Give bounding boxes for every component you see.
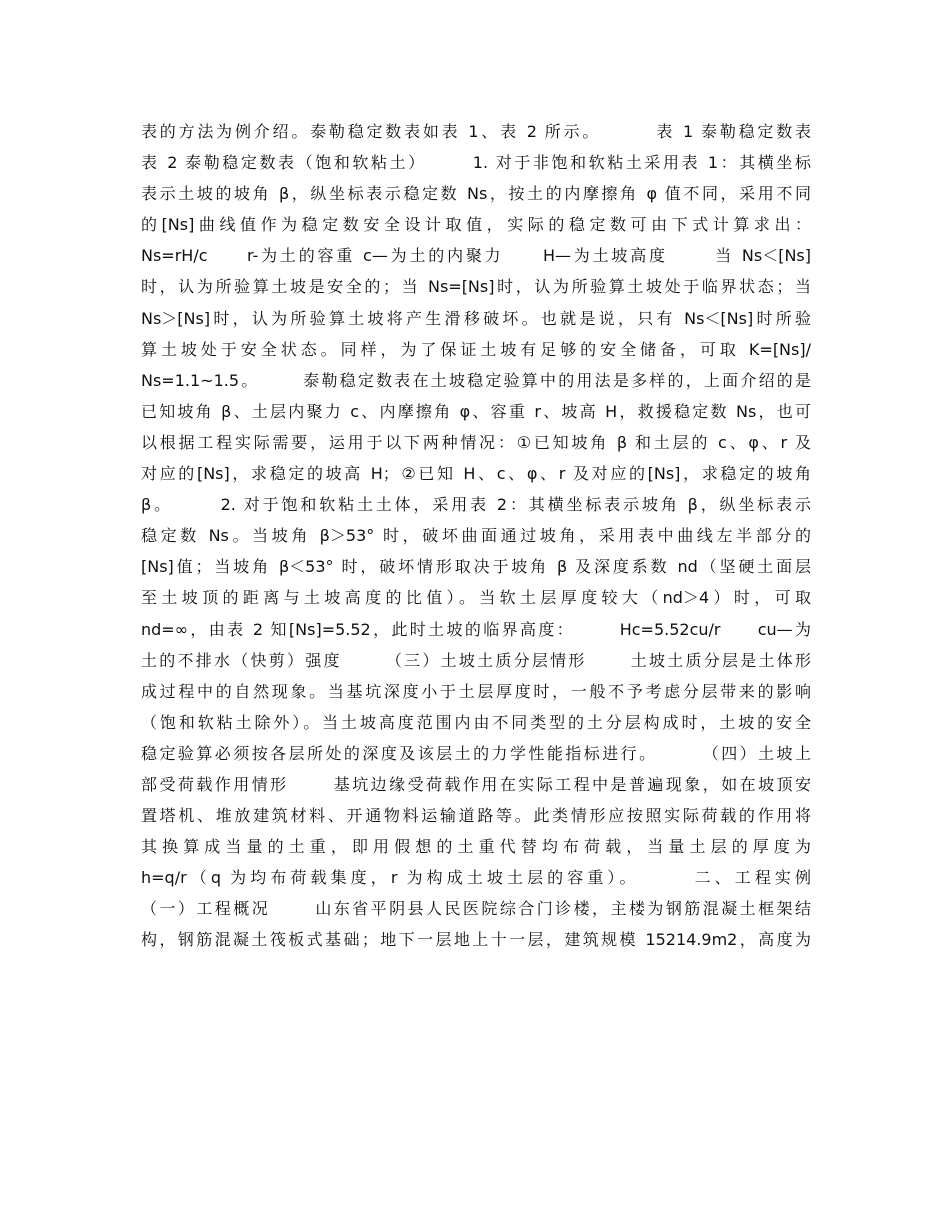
text-line: 土的不排水（快剪）强度 （三）土坡土质分层情形 土坡土质分层是土体形 [141,650,811,670]
text-line: nd=∞，由表 2 知[Ns]=5.52，此时土坡的临界高度： Hc=5.52cu/r cu—为 [141,619,811,639]
text-line: 以根据工程实际需要，运用于以下两种情况：①已知坡角 β 和土层的 c、φ、r 及 [141,432,811,452]
text-line: Ns=rH/c r-为土的容重 c—为土的内聚力 H—为土坡高度 当 Ns＜[Ns] [141,246,811,266]
text-line: 其换算成当量的土重，即用假想的土重代替均布荷载，当量土层的厚度为 [141,837,811,857]
text-line: Ns＞[Ns]时，认为所验算土坡将产生滑移破坏。也就是说，只有 Ns＜[Ns]时所验 [141,308,811,328]
text-line: 表的方法为例介绍。泰勒稳定数表如表 1、表 2 所示。 表 1 泰勒稳定数表 [141,122,811,141]
text-line: 稳定验算必须按各层所处的深度及该层土的力学性能指标进行。 （四）土坡上 [141,743,811,763]
text-line: [Ns]值；当坡角 β＜53° 时，破坏情形取决于坡角 β 及深度系数 nd（坚硬土面层 [141,557,811,577]
text-line: h=q/r（q 为均布荷载集度，r 为构成土坡土层的容重）。 二、工程实例 [141,868,811,888]
text-line: 置塔机、堆放建筑材料、开通物料运输道路等。此类情形应按照实际荷载的作用将 [141,806,811,826]
text-line: 的[Ns]曲线值作为稳定数安全设计取值，实际的稳定数可由下式计算求出： [141,215,811,235]
text-line: 表示土坡的坡角 β，纵坐标表示稳定数 Ns，按土的内摩擦角 φ 值不同，采用不同 [141,184,811,204]
text-line: 时，认为所验算土坡是安全的；当 Ns=[Ns]时，认为所验算土坡处于临界状态；当 [141,277,811,297]
text-line: 成过程中的自然现象。当基坑深度小于土层厚度时，一般不予考虑分层带来的影响 [141,681,811,701]
text-line: 已知坡角 β、土层内聚力 c、内摩擦角 φ、容重 r、坡高 H，救援稳定数 Ns，也可 [141,401,811,421]
text-line: 至土坡顶的距离与土坡高度的比值）。当软土层厚度较大（nd＞4）时，可取 [141,588,811,608]
text-line: 部受荷载作用情形 基坑边缘受荷载作用在实际工程中是普遍现象，如在坡顶安 [141,774,811,794]
text-line: 表 2 泰勒稳定数表（饱和软粘土） 1. 对于非饱和软粘土采用表 1：其横坐标 [141,153,811,173]
text-line: 稳定数 Ns。当坡角 β＞53° 时，破坏曲面通过坡角，采用表中曲线左半部分的 [141,526,811,546]
text-line: Ns=1.1~1.5。 泰勒稳定数表在土坡稳定验算中的用法是多样的，上面介绍的是 [141,370,811,390]
text-line: 构，钢筋混凝土筏板式基础；地下一层地上十一层，建筑规模 15214.9m2，高度为 [141,930,811,950]
text-line: 算土坡处于安全状态。同样，为了保证土坡有足够的安全储备，可取 K=[Ns]/ [141,339,811,359]
text-line: （一）工程概况 山东省平阴县人民医院综合门诊楼，主楼为钢筋混凝土框架结 [141,899,811,919]
text-line: β。 2. 对于饱和软粘土土体，采用表 2：其横坐标表示坡角 β，纵坐标表示 [141,495,811,515]
text-line: 对应的[Ns]，求稳定的坡高 H；②已知 H、c、φ、r 及对应的[Ns]，求稳定的坡角 [141,464,811,484]
text-line: （饱和软粘土除外）。当土坡高度范围内由不同类型的土分层构成时，土坡的安全 [141,712,811,732]
body-text [141,116,811,956]
